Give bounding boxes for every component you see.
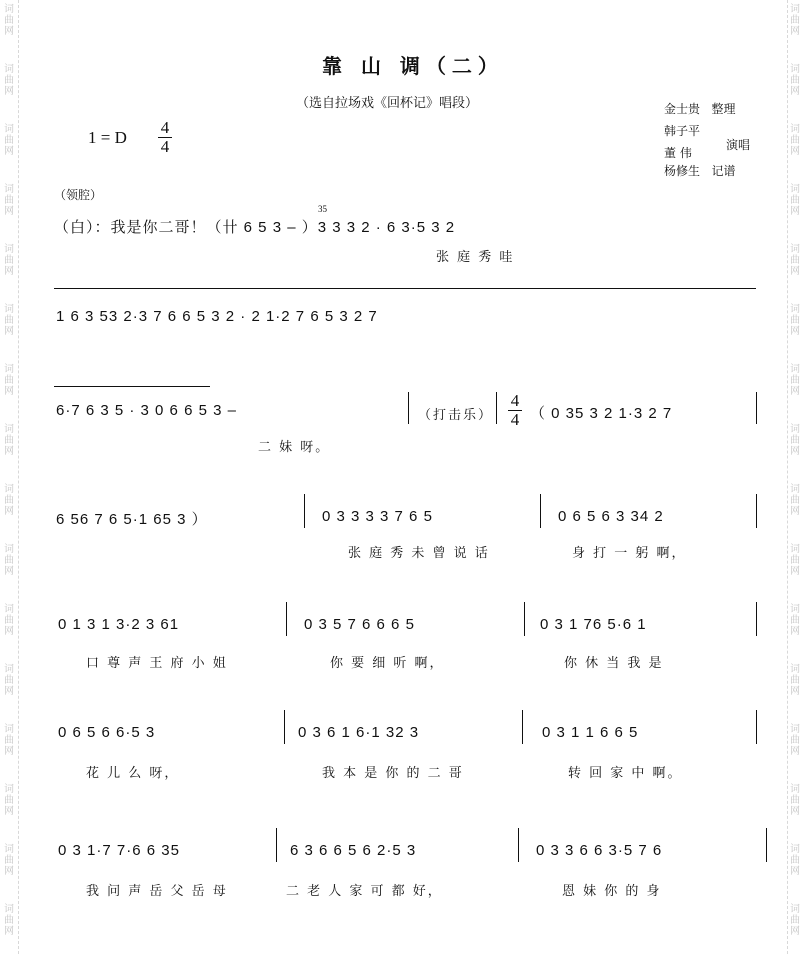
barline (756, 392, 757, 424)
singer-role: 演唱 (726, 138, 751, 152)
line-6-notes-b: 0 3 6 1 6·1 32 3 (298, 724, 420, 741)
barline (304, 494, 305, 528)
left-watermark: 词曲网 (4, 724, 14, 757)
right-watermark: 词曲网 (790, 544, 800, 577)
barline (756, 494, 757, 528)
barline (286, 602, 287, 636)
barline (756, 710, 757, 744)
right-watermark: 词曲网 (790, 664, 800, 697)
line-5-lyrics-c: 你 休 当 我 是 (564, 656, 664, 671)
line-6-notes: 0 6 5 6 6·5 3 (58, 724, 156, 741)
credits-block (664, 100, 735, 180)
singer-2: 董 伟 (664, 146, 692, 160)
key-signature: 1 = D (88, 128, 127, 147)
line-7-notes-c: 0 3 3 6 6 3·5 7 6 (536, 842, 663, 859)
line-5-lyrics-b: 你 要 细 听 啊， (330, 656, 445, 671)
left-watermark: 词曲网 (4, 4, 14, 37)
left-watermark: 词曲网 (4, 424, 14, 457)
right-watermark: 词曲网 (790, 844, 800, 877)
line-6-lyrics: 花 儿 么 呀， (86, 766, 180, 781)
barline (766, 828, 767, 862)
line-6-notes-c: 0 3 1 1 6 6 5 (542, 724, 639, 741)
line-3-lyrics: 二 妹 呀。 (258, 440, 331, 455)
grace-notes: 35 (318, 204, 327, 214)
page-subtitle: （选自拉场戏《回杯记》唱段） (296, 96, 479, 111)
time-signature (158, 119, 172, 156)
line-5-notes-c: 0 3 1 76 5·6 1 (540, 616, 647, 633)
right-watermark: 词曲网 (790, 424, 800, 457)
time-change-top: 4 (510, 391, 520, 410)
left-watermark: 词曲网 (4, 244, 14, 277)
line-6-lyrics-b: 我 本 是 你 的 二 哥 (322, 766, 464, 781)
left-watermark: 词曲网 (4, 604, 14, 637)
barline (540, 494, 541, 528)
right-watermark: 词曲网 (790, 124, 800, 157)
arranger-role: 整理 (711, 102, 736, 116)
left-watermark: 词曲网 (4, 544, 14, 577)
line-7-lyrics-c: 恩 妹 你 的 身 (562, 884, 662, 899)
line-5-notes-b: 0 3 5 7 6 6 6 5 (304, 616, 415, 633)
line-4-lyrics-c: 身 打 一 躬 啊， (572, 546, 687, 561)
line-4-notes-b: 0 3 3 3 3 7 6 5 (322, 508, 433, 525)
left-watermark: 词曲网 (4, 664, 14, 697)
left-watermark: 词曲网 (4, 124, 14, 157)
left-watermark: 词曲网 (4, 904, 14, 937)
line-6-lyrics-c: 转 回 家 中 啊。 (568, 766, 683, 781)
right-watermark: 词曲网 (790, 4, 800, 37)
barline (284, 710, 285, 744)
left-watermark: 词曲网 (4, 844, 14, 877)
left-watermark: 词曲网 (4, 364, 14, 397)
line-4-notes-c: 0 6 5 6 3 34 2 (558, 508, 664, 525)
barline (496, 392, 497, 424)
page-title: 靠 山 调（二） (322, 54, 504, 78)
left-watermark: 词曲网 (4, 484, 14, 517)
recorder-name: 杨修生 (664, 164, 701, 178)
line-4-lyrics-b: 张 庭 秀 未 曾 说 话 (348, 546, 490, 561)
lead-mark: （领腔） (54, 188, 103, 202)
right-watermark: 词曲网 (790, 484, 800, 517)
line-2-notes: 1 6 3 53 2·3 7 6 6 5 3 2 · 2 1·2 7 6 5 3 2 7 (56, 308, 378, 325)
slur-line (54, 386, 210, 387)
left-watermark: 词曲网 (4, 304, 14, 337)
right-watermark: 词曲网 (790, 364, 800, 397)
right-watermark: 词曲网 (790, 724, 800, 757)
time-change (508, 392, 522, 429)
right-watermark: 词曲网 (790, 304, 800, 337)
staff-separator (54, 288, 756, 289)
line-1-notes: （白）：我是你二哥！（卄 6 5 3 – ）3 3 3 2 · 6 3·5 3 2 (54, 219, 456, 236)
right-watermark: 词曲网 (790, 244, 800, 277)
line-7-notes: 0 3 1·7 7·6 6 35 (58, 842, 180, 859)
line-7-notes-b: 6 3 6 6 5 6 2·5 3 (290, 842, 417, 859)
percussion-mark: （打击乐） (418, 408, 494, 423)
recorder-role: 记谱 (711, 164, 736, 178)
left-watermark: 词曲网 (4, 784, 14, 817)
arranger-name: 金士贵 (664, 102, 701, 116)
barline (518, 828, 519, 862)
barline (522, 710, 523, 744)
line-1-lyrics: 张 庭 秀 哇 (436, 250, 515, 265)
line-7-lyrics: 我 问 声 岳 父 岳 母 (86, 884, 228, 899)
barline (408, 392, 409, 424)
barline (756, 602, 757, 636)
time-sig-top: 4 (160, 118, 170, 137)
singer-1: 韩子平 (664, 124, 701, 138)
line-5-notes: 0 1 3 1 3·2 3 61 (58, 616, 180, 633)
barline (276, 828, 277, 862)
left-watermark: 词曲网 (4, 64, 14, 97)
line-7-lyrics-b: 二 老 人 家 可 都 好， (286, 884, 443, 899)
time-sig-bottom: 4 (158, 137, 172, 156)
right-watermark: 词曲网 (790, 604, 800, 637)
barline (524, 602, 525, 636)
line-5-lyrics: 口 尊 声 王 府 小 姐 (86, 656, 228, 671)
right-watermark: 词曲网 (790, 184, 800, 217)
right-watermark: 词曲网 (790, 64, 800, 97)
line-3-notes: 6·7 6 3 5 · 3 0 6 6 5 3 – (56, 402, 237, 419)
right-watermark: 词曲网 (790, 784, 800, 817)
line-4-notes: 6 56 7 6 5·1 65 3 ） (56, 511, 208, 528)
time-change-bottom: 4 (508, 410, 522, 429)
right-watermark: 词曲网 (790, 904, 800, 937)
left-watermark: 词曲网 (4, 184, 14, 217)
line-3-notes-b: （ 0 35 3 2 1·3 2 7 (530, 405, 673, 422)
